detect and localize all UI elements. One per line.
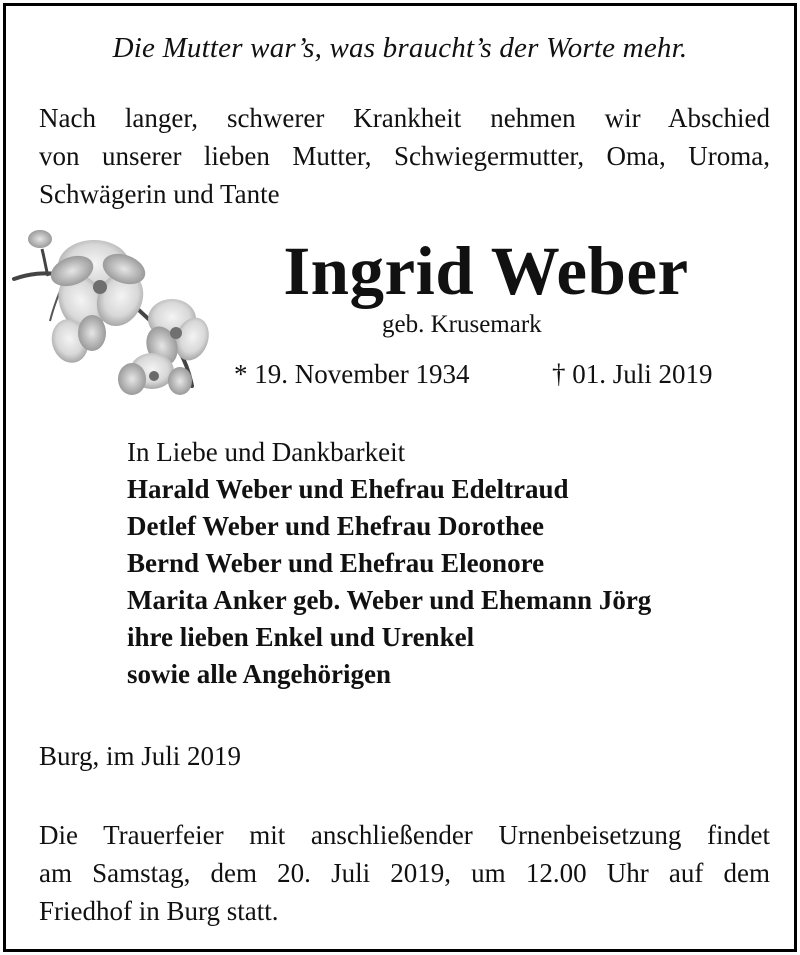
signers-block bbox=[127, 434, 651, 693]
signer-name: Marita Anker geb. Weber und Ehemann Jörg bbox=[127, 585, 652, 615]
signer-name: Bernd Weber und Ehefrau Eleonore bbox=[127, 548, 545, 578]
birth-date: * 19. November 1934 bbox=[234, 359, 470, 389]
deceased-name: Ingrid Weber bbox=[283, 233, 689, 309]
place-date: Burg, im Juli 2019 bbox=[39, 741, 242, 771]
intro-text bbox=[39, 99, 770, 213]
death-date: † 01. Juli 2019 bbox=[552, 359, 713, 389]
maiden-name: geb. Krusemark bbox=[382, 311, 542, 338]
orchid-icon bbox=[12, 221, 217, 401]
ceremony-text bbox=[39, 816, 770, 930]
ceremony-line: Die Trauerfeier mit anschließender Urnenbeisetzung findet bbox=[39, 820, 770, 850]
ceremony-line: Friedhof in Burg statt. bbox=[39, 896, 279, 926]
signer-name: sowie alle Angehörigen bbox=[127, 659, 391, 689]
intro-line: von unserer lieben Mutter, Schwiegermutter, Oma, Uroma, bbox=[39, 141, 770, 171]
obituary-notice bbox=[3, 3, 797, 952]
signer-name: ihre lieben Enkel und Urenkel bbox=[127, 622, 475, 652]
intro-line: Schwägerin und Tante bbox=[39, 179, 280, 209]
signers-lead: In Liebe und Dankbarkeit bbox=[127, 437, 406, 467]
ceremony-line: am Samstag, dem 20. Juli 2019, um 12.00 Uhr auf dem bbox=[39, 858, 770, 888]
intro-line: Nach langer, schwerer Krankheit nehmen wir Abschied bbox=[39, 103, 770, 133]
motto: Die Mutter war’s, was braucht’s der Worte mehr. bbox=[112, 32, 688, 64]
signer-name: Detlef Weber und Ehefrau Dorothee bbox=[127, 511, 544, 541]
signer-name: Harald Weber und Ehefrau Edeltraud bbox=[127, 474, 569, 504]
